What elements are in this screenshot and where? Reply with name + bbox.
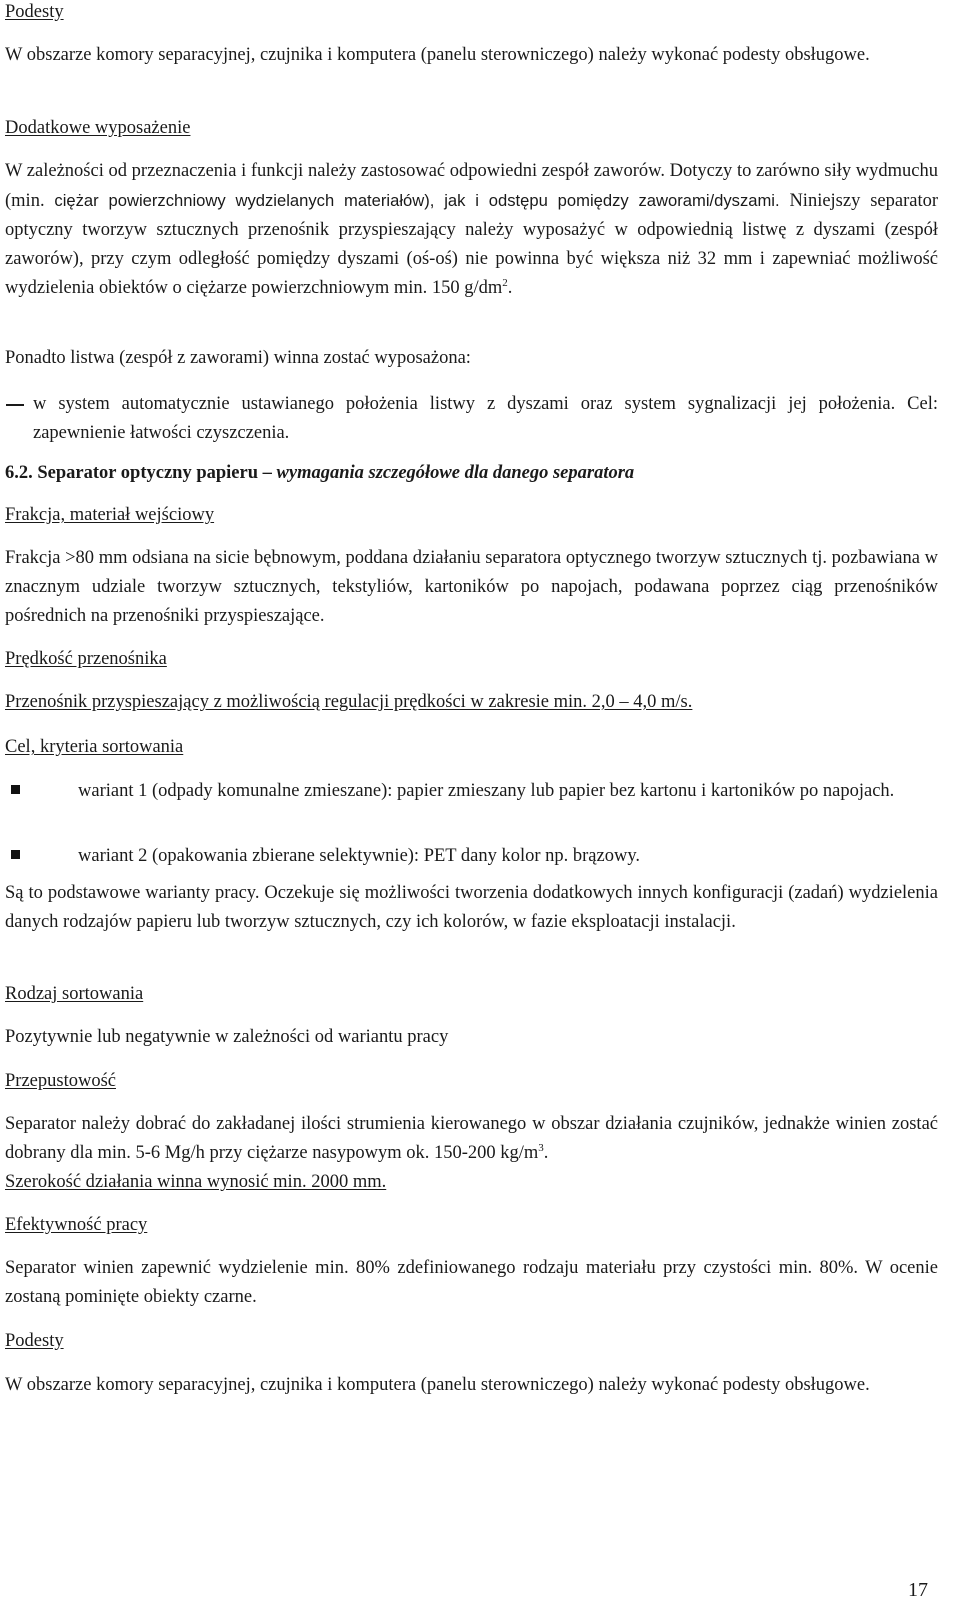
paragraph: Pozytywnie lub negatywnie w zależności od wariantu pracy xyxy=(5,1027,449,1047)
section-heading: Dodatkowe wyposażenie xyxy=(5,118,191,138)
text-run-sans: ciężar powierzchniowy wydzielanych materiałów), jak i odstępu pomiędzy zaworami/dyszami. xyxy=(54,191,780,210)
text-run: . xyxy=(507,278,513,298)
square-bullet-icon xyxy=(11,850,20,859)
list-item-text: w system automatycznie ustawianego położenia listwy z dyszami oraz system sygnalizacji jej położenia. Cel: zapewnienie łatwości czyszczenia. xyxy=(33,394,938,443)
paragraph xyxy=(5,157,938,303)
section-heading: Podesty xyxy=(5,2,64,22)
paragraph: Frakcja >80 mm odsiana na sicie bębnowym, poddana działaniu separatora optycznego tworzyw sztucznych tj. pozbawiana w znacznym udziale tworzyw sztucznych, tekstyliów, kartoników po napojach, podawana poprzez ciąg przenośników pośrednich na przenośniki przyspieszające. xyxy=(5,548,938,626)
section-frakcja xyxy=(5,501,938,530)
section-przepustowosc xyxy=(5,1067,938,1096)
section-podesty-bottom xyxy=(5,1327,938,1356)
section-number: 6.2. xyxy=(5,463,33,483)
section-heading: Prędkość przenośnika xyxy=(5,649,167,669)
text-run: W zależności od przeznaczenia i funkcji należy zastosować odpowiedni zespół zaworów. Dotyczy to zarówno siły wydmuchu (min. xyxy=(5,161,938,211)
section-subtitle: wymagania szczegółowe dla danego separatora xyxy=(276,463,635,483)
section-text-block xyxy=(5,1254,938,1312)
bullet-list-item xyxy=(5,842,938,871)
paragraph: Szerokość działania winna wynosić min. 2000 mm. xyxy=(5,1172,387,1192)
section-text-block xyxy=(5,157,938,303)
section-rodzaj-sortowania xyxy=(5,980,938,1009)
section-heading: Efektywność pracy xyxy=(5,1215,148,1235)
section-text-block xyxy=(5,688,938,717)
list-item-text: wariant 2 (opakowania zbierane selektywnie): PET dany kolor np. brązowy. xyxy=(78,846,641,866)
text-run: . xyxy=(543,1143,549,1163)
section-predkosc xyxy=(5,645,938,674)
superscript: 3 xyxy=(538,1141,544,1154)
dash-list-item xyxy=(5,390,938,448)
page-number: 17 xyxy=(908,1579,928,1601)
square-bullet-icon xyxy=(11,785,20,794)
section-heading: Cel, kryteria sortowania xyxy=(5,737,184,757)
section-title-6-2 xyxy=(5,459,938,488)
section-cel-kryteria xyxy=(5,733,938,762)
paragraph: Przenośnik przyspieszający z możliwością regulacji prędkości w zakresie min. 2,0 – 4,0 m/s. xyxy=(5,692,693,712)
paragraph: W obszarze komory separacyjnej, czujnika i komputera (panelu sterowniczego) należy wykonać podesty obsługowe. xyxy=(5,1375,870,1395)
paragraph: Separator winien zapewnić wydzielenie min. 80% zdefiniowanego rodzaju materiału przy czystości min. 80%. W ocenie zostaną pominięte obiekty czarne. xyxy=(5,1258,938,1307)
section-text-block xyxy=(5,1371,938,1400)
section-text-block xyxy=(5,344,938,373)
text-run: Separator należy dobrać do zakładanej ilości strumienia kierowanego w obszar działania czujników, jednakże winien zostać dobrany dla min. 5-6 Mg/h przy ciężarze nasypowym ok. 150-200 kg/m xyxy=(5,1114,938,1163)
section-text-block xyxy=(5,879,938,937)
section-heading: Frakcja, materiał wejściowy xyxy=(5,505,215,525)
text-run: Niniejszy separator optyczny tworzyw sztucznych przenośnik przyspieszający należy wyposażyć w odpowiednią listwę z dyszami (zespół zaworów), przy czym odległość pomiędzy dyszami (oś-oś) nie powinna być większa niż 32 mm i zapewniać możliwość wydzielenia obiektów o ciężarze powierzchniowym min. 150 g/dm xyxy=(5,191,938,298)
paragraph: Ponadto listwa (zespół z zaworami) winna zostać wyposażona: xyxy=(5,348,471,368)
section-efektywnosc xyxy=(5,1211,938,1240)
paragraph: W obszarze komory separacyjnej, czujnika i komputera (panelu sterowniczego) należy wykonać podesty obsługowe. xyxy=(5,45,870,65)
section-heading: Przepustowość xyxy=(5,1071,116,1091)
bullet-list-item xyxy=(5,777,938,806)
section-text-block xyxy=(5,544,938,631)
section-podesty-top xyxy=(5,0,938,27)
section-dodatkowe-wyposazenie xyxy=(5,114,938,143)
paragraph xyxy=(5,1110,938,1168)
paragraph: Są to podstawowe warianty pracy. Oczekuje się możliwości tworzenia dodatkowych innych konfiguracji (zadań) wydzielenia danych rodzajów papieru lub tworzyw sztucznych, czy ich kolorów, w fazie eksploatacji instalacji. xyxy=(5,883,938,932)
section-text-block xyxy=(5,41,938,70)
list-item-text: wariant 1 (odpady komunalne zmieszane): papier zmieszany lub papier bez kartonu i kartoników po napojach. xyxy=(78,781,895,801)
section-text-block xyxy=(5,1023,938,1052)
section-title: Separator optyczny papieru xyxy=(32,463,259,483)
section-text-block xyxy=(5,1110,938,1197)
section-heading: Rodzaj sortowania xyxy=(5,984,144,1004)
section-heading: Podesty xyxy=(5,1331,64,1351)
superscript: 2 xyxy=(502,276,508,289)
title-dash: – xyxy=(258,463,277,483)
